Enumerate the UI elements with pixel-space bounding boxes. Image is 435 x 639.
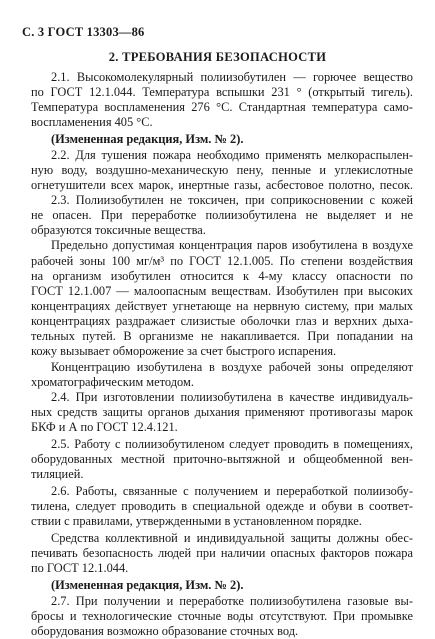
text-line: бросы и технологические сточные воды отсутствуют. При промывке: [31, 609, 413, 623]
text-line: образуются токсичные вещества.: [31, 223, 206, 237]
text-line: 2.5. Работу с полиизобутиленом следует проводить в помещениях,: [51, 437, 413, 451]
text-line: печивать безопасность людей при наличии опасных факторов пожара: [31, 546, 413, 560]
text-line: рабочей зоны 100 мг/м³ по ГОСТ 12.1.005. По степени воздействия: [31, 254, 413, 268]
text-line: 2.3. Полиизобутилен не токсичен, при соприкосновении с кожей: [51, 193, 413, 207]
text-line: БКФ и А по ГОСТ 12.4.121.: [31, 420, 178, 434]
text-line: тельных путей. В организме не накапливается. При попадании на: [31, 329, 413, 343]
text-line: по ГОСТ 12.1.044.: [31, 561, 129, 575]
text-line: концентрациях раздражает слизистые оболочки глаз и верхних дыха-: [31, 314, 413, 328]
amendment-note: (Измененная редакция, Изм. № 2).: [51, 578, 244, 592]
section-title: 2. ТРЕБОВАНИЯ БЕЗОПАСНОСТИ: [108, 50, 327, 64]
text-line: Средства коллективной и индивидуальной защиты должны обес-: [51, 531, 413, 545]
text-line: воспламенения 405 °С.: [31, 115, 153, 129]
text-line: 2.4. При изготовлении полиизобутилена в качестве индивидуаль-: [51, 390, 413, 404]
text-line: Температура воспламенения 276 °С. Стандартная температура само-: [31, 100, 413, 114]
text-line: Концентрацию изобутилена в воздухе рабочей зоны определяют: [51, 360, 413, 374]
text-line: ГОСТ 12.1.007 — малоопасным веществам. Изобутилен при высоких: [31, 284, 413, 298]
text-line: на организм изобутилен относится к 4-му классу опасности по: [31, 269, 413, 283]
text-line: тилена, следует проводить в специальной одежде и обуви в соответ-: [31, 499, 413, 513]
text-line: ных средств защиты органов дыхания применяют противогазы марок: [31, 405, 413, 419]
text-line: концентрациях действует угнетающе на нервную систему, при малых: [31, 299, 413, 313]
text-line: огнетушители всех марок, инертные газы, асбестовое полотно, песок.: [31, 178, 413, 192]
text-line: Предельно допустимая концентрация паров изобутилена в воздухе: [51, 238, 413, 252]
text-line: кожу вызывает обморожение за счет быстрого испарения.: [31, 344, 337, 358]
text-line: 2.1. Высокомолекулярный полиизобутилен — горючее вещество: [51, 70, 413, 84]
page-header: С. 3 ГОСТ 13303—86: [22, 25, 145, 39]
text-line: ную воду, воздушно-механическую пену, пенные и углекислотные: [31, 163, 413, 177]
text-line: по ГОСТ 12.1.044. Температура вспышки 231 ° (открытый тигель).: [31, 85, 413, 99]
text-line: 2.7. При получении и переработке полиизобутилена газовые вы-: [51, 594, 413, 608]
text-line: не опасен. При переработке полиизобутилена не выделяет и не: [31, 208, 413, 222]
text-line: 2.2. Для тушения пожара необходимо применять мелкораспылен-: [51, 148, 413, 162]
text-line: хроматографическим методом.: [31, 375, 194, 389]
amendment-note: (Измененная редакция, Изм. № 2).: [51, 132, 244, 146]
text-line: тиляцией.: [31, 467, 84, 481]
text-line: оборудованных местной приточно-вытяжной и общеобменной вен-: [31, 452, 413, 466]
text-line: ствии с правилами, утвержденными в установленном порядке.: [31, 514, 362, 528]
text-line: 2.6. Работы, связанные с получением и переработкой полиизобу-: [51, 484, 413, 498]
text-line: оборудования возможно образование сточных вод.: [31, 624, 299, 638]
